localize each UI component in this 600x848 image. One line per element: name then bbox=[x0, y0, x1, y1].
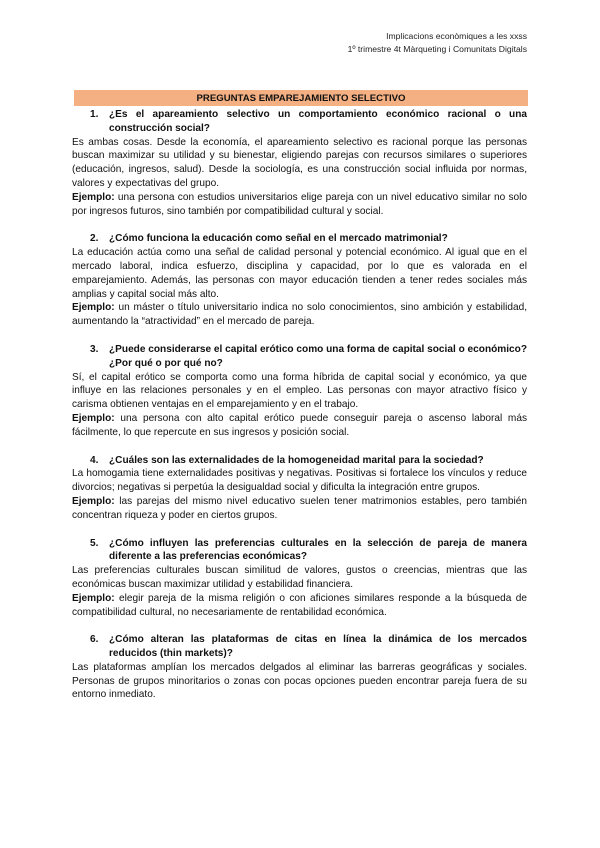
question-number: 1. bbox=[90, 109, 99, 120]
example-text: una persona con alto capital erótico puede conseguir pareja o ascenso laboral más fácilmente, lo que repercute en sus ingresos y posición social. bbox=[72, 412, 528, 438]
question-heading bbox=[90, 633, 527, 661]
question-number: 6. bbox=[90, 634, 99, 646]
answer-text: Las plataformas amplían los mercados delgados al eliminar las barreras geográficas y sociales. Personas de grupos minoritarios o zonas con pocas opciones pueden encontrar pareja fuera de su entorno inmediato. bbox=[72, 661, 527, 701]
example-label: Ejemplo: bbox=[72, 592, 115, 604]
question-block-5 bbox=[72, 537, 527, 620]
example-text: las parejas del mismo nivel educativo suelen tener matrimonios estables, pero también concentran riqueza y poder en ciertos grupos. bbox=[72, 495, 527, 521]
questions-list bbox=[72, 108, 527, 716]
example-text: una persona con estudios universitarios elige pareja con un nivel educativo similar no solo por ingresos futuros, sino también por compatibilidad cultural y social. bbox=[72, 191, 527, 217]
answer-text: Es ambas cosas. Desde la economía, el apareamiento selectivo es racional porque las personas buscan maximizar su utilidad y su bienestar, eligiendo parejas con recursos similares o superiores (educación, ingresos, salud). Desde la sociología, es una construcción social influida por normas, valores y expectativas del grupo. bbox=[72, 136, 527, 189]
question-text: ¿Puede considerarse el capital erótico como una forma de capital social o económico? ¿Por qué o por qué no? bbox=[109, 343, 527, 369]
example-paragraph bbox=[72, 301, 527, 329]
question-text: ¿Cuáles son las externalidades de la homogeneidad marital para la sociedad? bbox=[109, 454, 484, 466]
example-label: Ejemplo: bbox=[72, 191, 115, 203]
question-heading bbox=[90, 232, 527, 246]
question-heading bbox=[90, 537, 527, 565]
question-block-3 bbox=[72, 343, 527, 440]
example-label: Ejemplo: bbox=[72, 495, 115, 507]
question-heading bbox=[90, 454, 527, 468]
question-number: 2. bbox=[90, 233, 99, 245]
answer-text: Las preferencias culturales buscan similitud de valores, gustos o creencias, mientras que las económicas buscan maximizar utilidad y estabilidad financiera. bbox=[72, 565, 527, 590]
question-number: 4. bbox=[90, 454, 99, 466]
question-block-6 bbox=[72, 633, 527, 702]
question-text: ¿Cómo influyen las preferencias culturales en la selección de pareja de manera diferente a las preferencias económicas? bbox=[109, 537, 527, 563]
header-subject: Implicacions econòmiques a les xxss bbox=[386, 31, 527, 41]
question-number: 5. bbox=[90, 537, 99, 549]
answer-text: La educación actúa como una señal de calidad personal y potencial económico. Al igual que en el mercado laboral, indica esfuerzo, disciplina y capacidad, por lo que es valorada en el emparejamiento. Además, las personas con mayor educación tienden a tener redes sociales más amplias y capital social más alto. bbox=[72, 247, 527, 300]
example-paragraph bbox=[72, 495, 527, 523]
example-paragraph bbox=[72, 191, 527, 219]
question-text: ¿Es el apareamiento selectivo un comportamiento económico racional o una construcción social? bbox=[109, 109, 527, 134]
answer-text: La homogamia tiene externalidades positivas y negativas. Positivas si fortalece los vínculos y reduce divorcios; negativas si perpetúa la desigualdad social y dificulta la integración entre grupos. bbox=[72, 468, 527, 494]
example-paragraph bbox=[72, 592, 527, 620]
question-block-4 bbox=[72, 454, 527, 523]
page-header bbox=[348, 30, 527, 56]
header-course: 1º trimestre 4t Màrqueting i Comunitats Digitals bbox=[347, 44, 527, 54]
section-banner: PREGUNTAS EMPAREJAMIENTO SELECTIVO bbox=[74, 90, 528, 106]
example-text: elegir pareja de la misma religión o con aficiones similares responde a la búsqueda de compatibilidad cultural, no necesariamente de rentabilidad económica. bbox=[72, 592, 527, 618]
question-heading bbox=[90, 108, 527, 136]
question-block-1 bbox=[72, 108, 527, 218]
example-label: Ejemplo: bbox=[72, 302, 115, 314]
question-heading bbox=[90, 343, 527, 371]
question-text: ¿Cómo funciona la educación como señal en el mercado matrimonial? bbox=[109, 233, 448, 245]
example-paragraph bbox=[72, 412, 527, 440]
example-text: un máster o título universitario indica no solo conocimientos, sino ambición y estabilidad, aumentando la “atractividad” en el mercado de pareja. bbox=[72, 302, 527, 328]
question-number: 3. bbox=[90, 343, 99, 355]
example-label: Ejemplo: bbox=[72, 412, 115, 424]
answer-text: Sí, el capital erótico se comporta como una forma híbrida de capital social y económico, ya que influye en las relaciones personales y en el empleo. Las personas con mayor atractivo físico y carisma obtienen ventajas en el emparejamiento y en el trabajo. bbox=[72, 371, 527, 411]
question-block-2 bbox=[72, 232, 527, 329]
question-text: ¿Cómo alteran las plataformas de citas en línea la dinámica de los mercados reducidos (thin markets)? bbox=[109, 634, 527, 660]
